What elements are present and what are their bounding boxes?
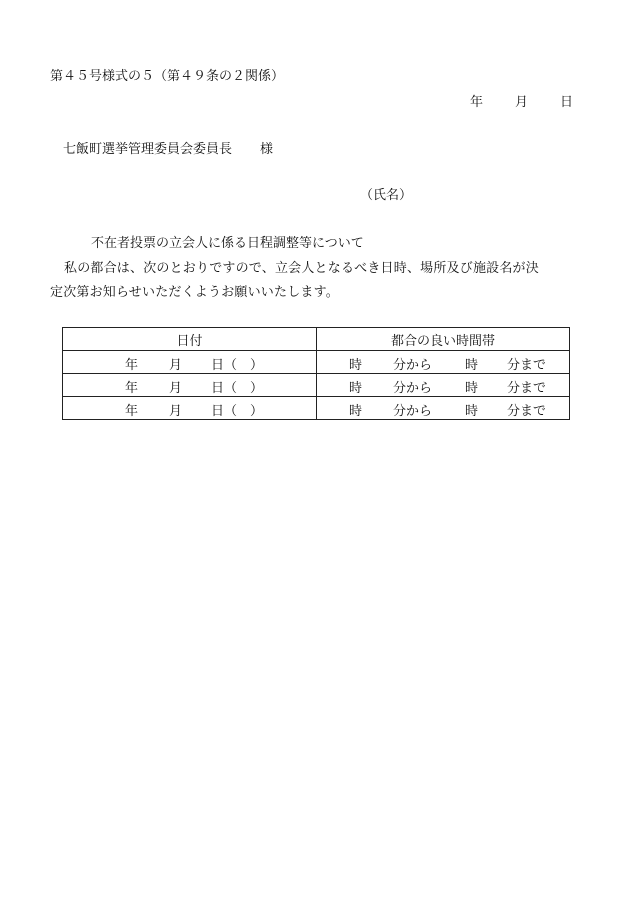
table-header-row (63, 328, 570, 351)
row-end-minute: 分まで (507, 404, 547, 419)
time-cell[interactable] (317, 374, 570, 397)
schedule-table (62, 327, 570, 420)
row-day: 日（ ） (211, 404, 264, 419)
row-month: 月 (169, 404, 183, 419)
table-row (63, 351, 570, 374)
addressee-name: 七飯町選挙管理委員会委員長 (63, 142, 233, 157)
header-time-slot: 都合の良い時間帯 (317, 328, 570, 351)
subject-line: 不在者投票の立会人に係る日程調整等について (91, 236, 364, 251)
body-line-2: 定次第お知らせいただくようお願いいたします。 (50, 285, 339, 300)
row-year: 年 (125, 381, 139, 396)
date-cell[interactable] (63, 397, 317, 420)
row-start-hour: 時 (349, 381, 363, 396)
row-end-minute: 分まで (507, 381, 547, 396)
table-row (63, 397, 570, 420)
row-end-hour: 時 (465, 404, 479, 419)
document-date (470, 95, 573, 111)
date-month: 月 (515, 95, 529, 110)
table-row (63, 374, 570, 397)
row-end-minute: 分まで (507, 358, 547, 373)
row-year: 年 (125, 358, 139, 373)
time-cell[interactable] (317, 351, 570, 374)
row-day: 日（ ） (211, 381, 264, 396)
header-date: 日付 (63, 328, 317, 351)
date-year: 年 (470, 95, 484, 110)
row-start-hour: 時 (349, 358, 363, 373)
row-start-minute: 分から (393, 404, 433, 419)
body-text (50, 257, 590, 305)
body-line-1: 私の都合は、次のとおりですので、立会人となるべき日時、場所及び施設名が決 (64, 261, 539, 276)
date-cell[interactable] (63, 351, 317, 374)
row-end-hour: 時 (465, 358, 479, 373)
date-cell[interactable] (63, 374, 317, 397)
row-start-hour: 時 (349, 404, 363, 419)
row-start-minute: 分から (393, 381, 433, 396)
row-start-minute: 分から (393, 358, 433, 373)
row-month: 月 (169, 358, 183, 373)
form-number: 第４５号様式の５（第４９条の２関係） (50, 69, 285, 84)
date-day: 日 (560, 95, 574, 110)
row-month: 月 (169, 381, 183, 396)
row-end-hour: 時 (465, 381, 479, 396)
addressee (63, 142, 273, 158)
time-cell[interactable] (317, 397, 570, 420)
signature-label: （氏名） (360, 188, 413, 203)
row-year: 年 (125, 404, 139, 419)
row-day: 日（ ） (211, 358, 264, 373)
addressee-honorific: 様 (260, 142, 274, 157)
